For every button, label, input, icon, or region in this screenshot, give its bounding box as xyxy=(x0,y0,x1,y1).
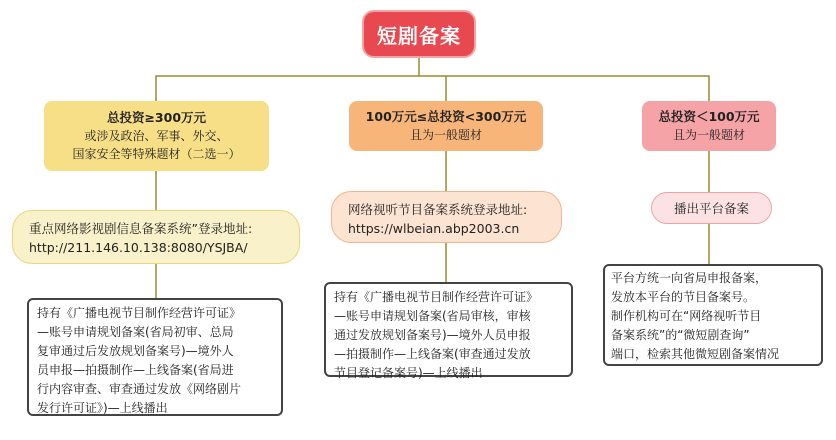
system-url: https://wlbeian.abp2003.cn xyxy=(348,221,520,236)
process-node-low-investment xyxy=(603,264,823,366)
root-node xyxy=(364,12,474,56)
process-line: —拍摄制作—上线备案(审查通过发放 xyxy=(334,347,531,361)
process-line: 发行许可证》)—上线播出 xyxy=(37,401,168,415)
process-line: 节目登记备案号)—上线播出 xyxy=(334,366,483,380)
system-node-platform-filing xyxy=(651,192,772,224)
category-line: 或涉及政治、军事、外交、 xyxy=(84,129,229,143)
process-line: —账号申请规划备案(省局初审、总局 xyxy=(37,325,234,339)
category-node-high-investment xyxy=(44,101,269,171)
system-label: 重点网络影视剧信息备案系统”登录地址: xyxy=(29,221,253,236)
process-line: 通过发放规划备案号)—境外人员申报 xyxy=(334,328,531,342)
process-line: 持有《广播电视节目制作经营许可证》 xyxy=(37,306,242,320)
system-label: 播出平台备案 xyxy=(673,200,749,216)
category-title: 100万元≤总投资<300万元 xyxy=(365,109,527,124)
process-line: 复审通过后发放规划备案号)—境外人 xyxy=(37,344,234,358)
process-line: —账号申请规划备案(省局审核，审核 xyxy=(334,309,531,323)
system-url: http://211.146.10.138:8080/YSJBA/ xyxy=(29,240,248,255)
process-line: 员申报—拍摄制作—上线备案(省局进 xyxy=(37,363,234,377)
category-line: 且为一般题材 xyxy=(409,128,482,142)
category-node-low-investment xyxy=(642,101,776,151)
process-node-mid-investment xyxy=(324,282,573,380)
process-line: 持有《广播电视节目制作经营许可证》 xyxy=(334,290,539,304)
category-line: 国家安全等特殊题材（二选一） xyxy=(72,147,241,161)
process-line: 端口，检索其他微短剧备案情况 xyxy=(611,347,780,361)
system-label: 网络视听节目备案系统登录地址: xyxy=(348,202,528,217)
category-title: 总投资≥300万元 xyxy=(106,110,207,125)
process-line: 制作机构可在“网络视听节目 xyxy=(611,309,762,323)
category-node-mid-investment xyxy=(349,101,543,151)
system-node-key-network-drama xyxy=(12,210,300,264)
process-line: 发放本平台的节目备案号。 xyxy=(611,290,756,304)
branch-bar xyxy=(156,76,709,101)
category-title: 总投资＜100万元 xyxy=(658,109,760,124)
system-node-audiovisual-filing xyxy=(331,191,562,243)
process-line: 行内容审查、审查通过发放《网络剧片 xyxy=(37,382,242,396)
process-line: 备案系统”的“微短剧查询” xyxy=(611,328,750,342)
process-line: 平台方统一向省局申报备案， xyxy=(611,271,768,285)
process-node-high-investment xyxy=(27,298,283,416)
category-line: 且为一般题材 xyxy=(672,128,745,142)
root-title: 短剧备案 xyxy=(377,23,461,48)
